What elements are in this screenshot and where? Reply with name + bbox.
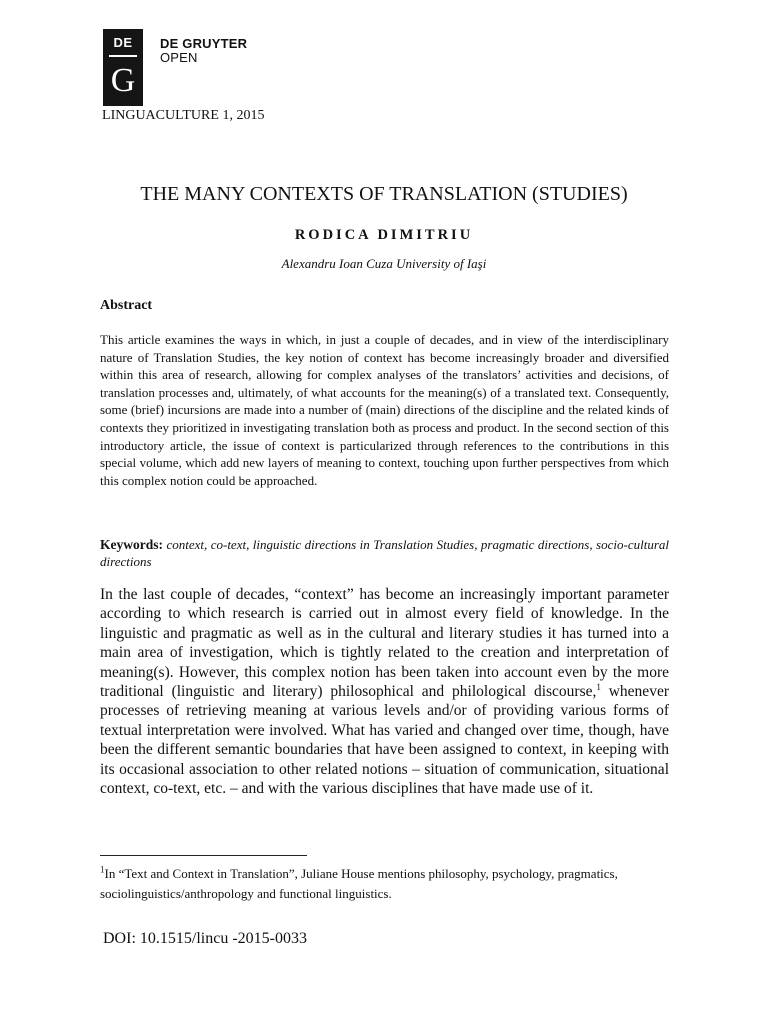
author-name: RODICA DIMITRIU (294, 227, 474, 243)
logo-divider (109, 55, 137, 57)
footnote (100, 864, 669, 904)
publisher-wordmark (160, 36, 247, 65)
keywords-text: context, co-text, linguistic directions in Translation Studies, pragmatic directions, socio-cultural directions (100, 537, 669, 569)
doi-line[interactable]: DOI: 10.1515/lincu -2015-0033 (103, 930, 307, 947)
footnote-mark: 1 (100, 864, 105, 875)
logo-de-text: DE (113, 35, 133, 50)
footnote-text: In “Text and Context in Translation”, Juliane House mentions philosophy, psychology, pragmatics, sociolinguistics/anthropology and functional linguistics. (100, 866, 618, 901)
article-title: THE MANY CONTEXTS OF TRANSLATION (STUDIES) (140, 183, 628, 205)
publisher-name: DE GRUYTER (160, 36, 248, 51)
journal-name: INGUACULTURE (110, 108, 219, 123)
footnote-divider (100, 855, 307, 856)
footnote-reference[interactable]: 1 (596, 681, 601, 692)
abstract-heading: Abstract (100, 298, 153, 313)
body-paragraph (100, 585, 669, 798)
journal-initial: L (102, 108, 111, 123)
logo-g-text: G (110, 62, 136, 99)
journal-line (102, 108, 264, 124)
publisher-sub: OPEN (160, 50, 198, 65)
publisher-logo (103, 29, 143, 106)
journal-issue: 1, 2015 (222, 108, 265, 123)
keywords (100, 536, 669, 570)
body-text-part2: whenever processes of retrieving meaning at various levels and/or of providing various forms of textual interpretation were involved. What has varied and changed over time, though, have been the different semantic boundaries that have been assigned to context, in keeping with its occasional association to other related notions – situation of communication, situational context, co-text, etc. – and with the various disciplines that have made use of it. (100, 683, 669, 798)
keywords-label: Keywords: (100, 537, 163, 552)
abstract-text: This article examines the ways in which, in just a couple of decades, and in view of the interdisciplinary nature of Translation Studies, the key notion of context has become increasingly broader and diversified within this area of research, allowing for complex analyses of the translators’ activities and decisions, of translation processes and, ultimately, of what accounts for the meaning(s) of a translated text. Consequently, some (brief) incursions are made into a number of (main) directions of the discipline and the related kinds of contexts they prioritized in investigating translation both as process and product. In the second section of this introductory article, the issue of context is particularized through references to the contributions in this special volume, which add new layers of meaning to context, touching upon further perspectives from which this complex notion could be approached. (100, 332, 669, 488)
author-affiliation: Alexandru Ioan Cuza University of Iaşi (281, 256, 487, 271)
body-text-part1: In the last couple of decades, “context” has become an increasingly important parameter according to which research is carried out in almost every field of knowledge. In the linguistic and pragmatic as well as in the cultural and literary studies it has turned into a main area of investigation, which is tightly related to the creation and interpretation of meaning(s). However, this complex notion has been taken into account even by the more traditional (linguistic and literary) philosophical and philological discourse, (100, 586, 669, 701)
